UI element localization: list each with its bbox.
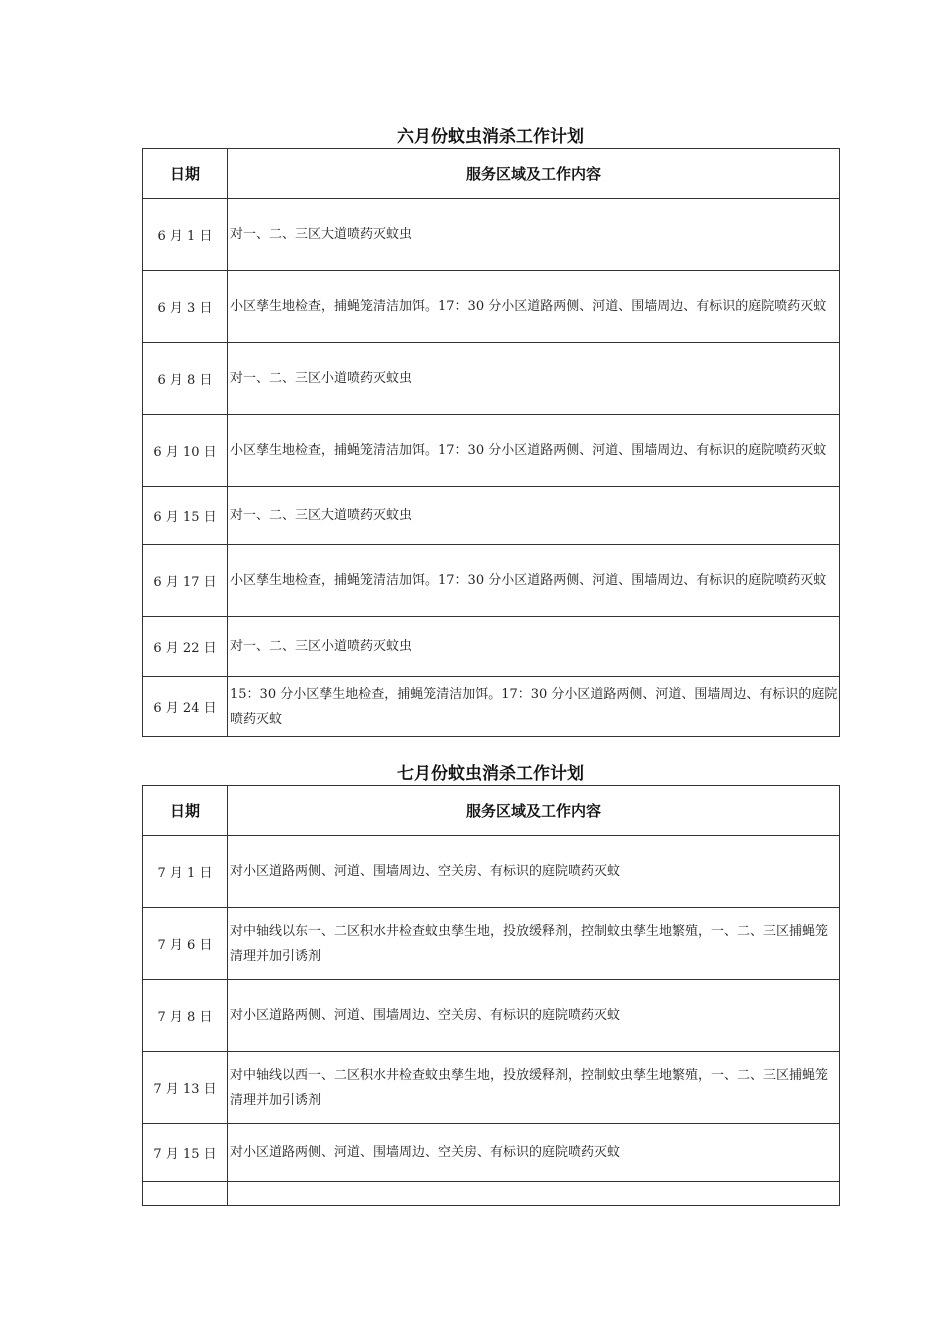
table-row — [143, 1052, 840, 1124]
row-date — [143, 1182, 228, 1206]
table-row — [143, 1124, 840, 1182]
row-content: 对中轴线以西一、二区积水井检查蚊虫孳生地，投放缓释剂，控制蚊虫孳生地繁殖，一、二、三区捕蝇笼清理并加引诱剂 — [228, 1052, 840, 1124]
row-content: 小区孳生地检查，捕蝇笼清洁加饵。17：30 分小区道路两侧、河道、围墙周边、有标识的庭院喷药灭蚊 — [228, 271, 840, 343]
row-content: 小区孳生地检查，捕蝇笼清洁加饵。17：30 分小区道路两侧、河道、围墙周边、有标识的庭院喷药灭蚊 — [228, 545, 840, 617]
row-date: 7 月 15 日 — [143, 1124, 228, 1182]
row-content: 对小区道路两侧、河道、围墙周边、空关房、有标识的庭院喷药灭蚊 — [228, 980, 840, 1052]
july-header-row — [143, 786, 840, 836]
june-title: 六月份蚊虫消杀工作计划 — [397, 127, 584, 147]
row-content: 对小区道路两侧、河道、围墙周边、空关房、有标识的庭院喷药灭蚊 — [228, 1124, 840, 1182]
row-content: 对一、二、三区大道喷药灭蚊虫 — [228, 487, 840, 545]
table-row — [143, 980, 840, 1052]
july-section — [142, 763, 839, 1206]
june-header-row — [143, 149, 840, 199]
june-section — [142, 126, 839, 737]
row-content: 对小区道路两侧、河道、围墙周边、空关房、有标识的庭院喷药灭蚊 — [228, 836, 840, 908]
table-row — [143, 836, 840, 908]
table-row — [143, 677, 840, 737]
row-content: 对中轴线以东一、二区积水井检查蚊虫孳生地，投放缓释剂，控制蚊虫孳生地繁殖，一、二、三区捕蝇笼清理并加引诱剂 — [228, 908, 840, 980]
row-content — [228, 1182, 840, 1206]
row-date: 6 月 3 日 — [143, 271, 228, 343]
row-date: 6 月 10 日 — [143, 415, 228, 487]
row-date: 6 月 15 日 — [143, 487, 228, 545]
row-date: 7 月 1 日 — [143, 836, 228, 908]
table-row — [143, 487, 840, 545]
table-row — [143, 343, 840, 415]
row-content: 15：30 分小区孳生地检查，捕蝇笼清洁加饵。17：30 分小区道路两侧、河道、围墙周边、有标识的庭院喷药灭蚊 — [228, 677, 840, 737]
table-row-empty — [143, 1182, 840, 1206]
table-row — [143, 908, 840, 980]
row-date: 6 月 17 日 — [143, 545, 228, 617]
table-row — [143, 617, 840, 677]
table-row — [143, 199, 840, 271]
table-row — [143, 271, 840, 343]
june-table — [142, 148, 840, 737]
row-date: 6 月 24 日 — [143, 677, 228, 737]
table-row — [143, 415, 840, 487]
june-header-content: 服务区域及工作内容 — [228, 149, 840, 199]
july-header-content: 服务区域及工作内容 — [228, 786, 840, 836]
row-date: 6 月 8 日 — [143, 343, 228, 415]
row-content: 对一、二、三区小道喷药灭蚊虫 — [228, 343, 840, 415]
july-table — [142, 785, 840, 1206]
july-title: 七月份蚊虫消杀工作计划 — [397, 764, 584, 784]
july-header-date: 日期 — [143, 786, 228, 836]
row-date: 7 月 8 日 — [143, 980, 228, 1052]
row-date: 6 月 1 日 — [143, 199, 228, 271]
row-content: 对一、二、三区大道喷药灭蚊虫 — [228, 199, 840, 271]
row-date: 6 月 22 日 — [143, 617, 228, 677]
june-header-date: 日期 — [143, 149, 228, 199]
table-row — [143, 545, 840, 617]
row-date: 7 月 13 日 — [143, 1052, 228, 1124]
row-content: 小区孳生地检查，捕蝇笼清洁加饵。17：30 分小区道路两侧、河道、围墙周边、有标识的庭院喷药灭蚊 — [228, 415, 840, 487]
row-date: 7 月 6 日 — [143, 908, 228, 980]
row-content: 对一、二、三区小道喷药灭蚊虫 — [228, 617, 840, 677]
